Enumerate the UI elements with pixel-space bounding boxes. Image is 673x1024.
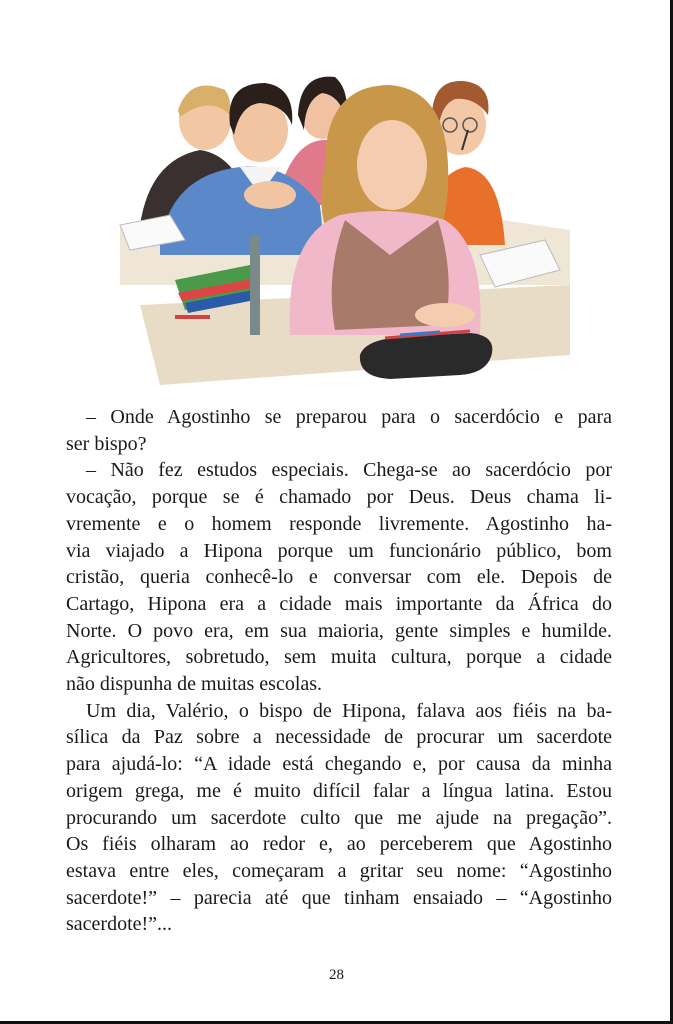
text-line: Agricultores, sobretudo, sem muita cultura, porque a cidade [66,646,612,669]
text-line: via viajado a Hipona porque um funcionário público, bom [66,539,612,562]
page-number: 28 [329,967,344,983]
text-line: sílica da Paz sobre a necessidade de procurar um sacerdote [66,726,612,749]
text-line: para ajudá-lo: “A idade está chegando e, por causa da minha [66,753,612,776]
paragraph [66,698,612,938]
text-line: procurando um sacerdote culto que me ajude na pregação”. [66,806,612,829]
text-line: Um dia, Valério, o bispo de Hipona, falava aos fiéis na ba- [86,699,612,722]
text-line: ser bispo? [66,432,147,455]
text-line: cristão, queria conhecê-lo e conversar com ele. Depois de [66,566,612,589]
text-line: sacerdote!”... [66,913,173,936]
text-line: – Não fez estudos especiais. Chega-se ao sacerdócio por [86,459,612,482]
text-line: Os fiéis olharam ao redor e, ao perceberem que Agostinho [66,833,612,856]
text-line: Norte. O povo era, em sua maioria, gente simples e humilde. [66,619,612,642]
text-line: vocação, porque se é chamado por Deus. Deus chama li- [66,486,612,509]
body-text [66,404,612,938]
paragraph [66,457,612,697]
paragraph [66,404,612,457]
text-line: Cartago, Hipona era a cidade mais importante da África do [66,592,612,615]
classroom-illustration-icon [100,55,570,395]
text-line: estava entre eles, começaram a gritar seu nome: “Agostinho [66,859,612,882]
text-line: vremente e o homem responde livremente. Agostinho ha- [66,512,612,535]
text-line: não dispunha de muitas escolas. [66,673,323,696]
text-line: sacerdote!” – parecia até que tinham ensaiado – “Agostinho [66,886,612,909]
text-line: – Onde Agostinho se preparou para o sacerdócio e para [86,406,612,428]
text-line: origem grega, me é muito difícil falar a língua latina. Estou [66,779,612,802]
